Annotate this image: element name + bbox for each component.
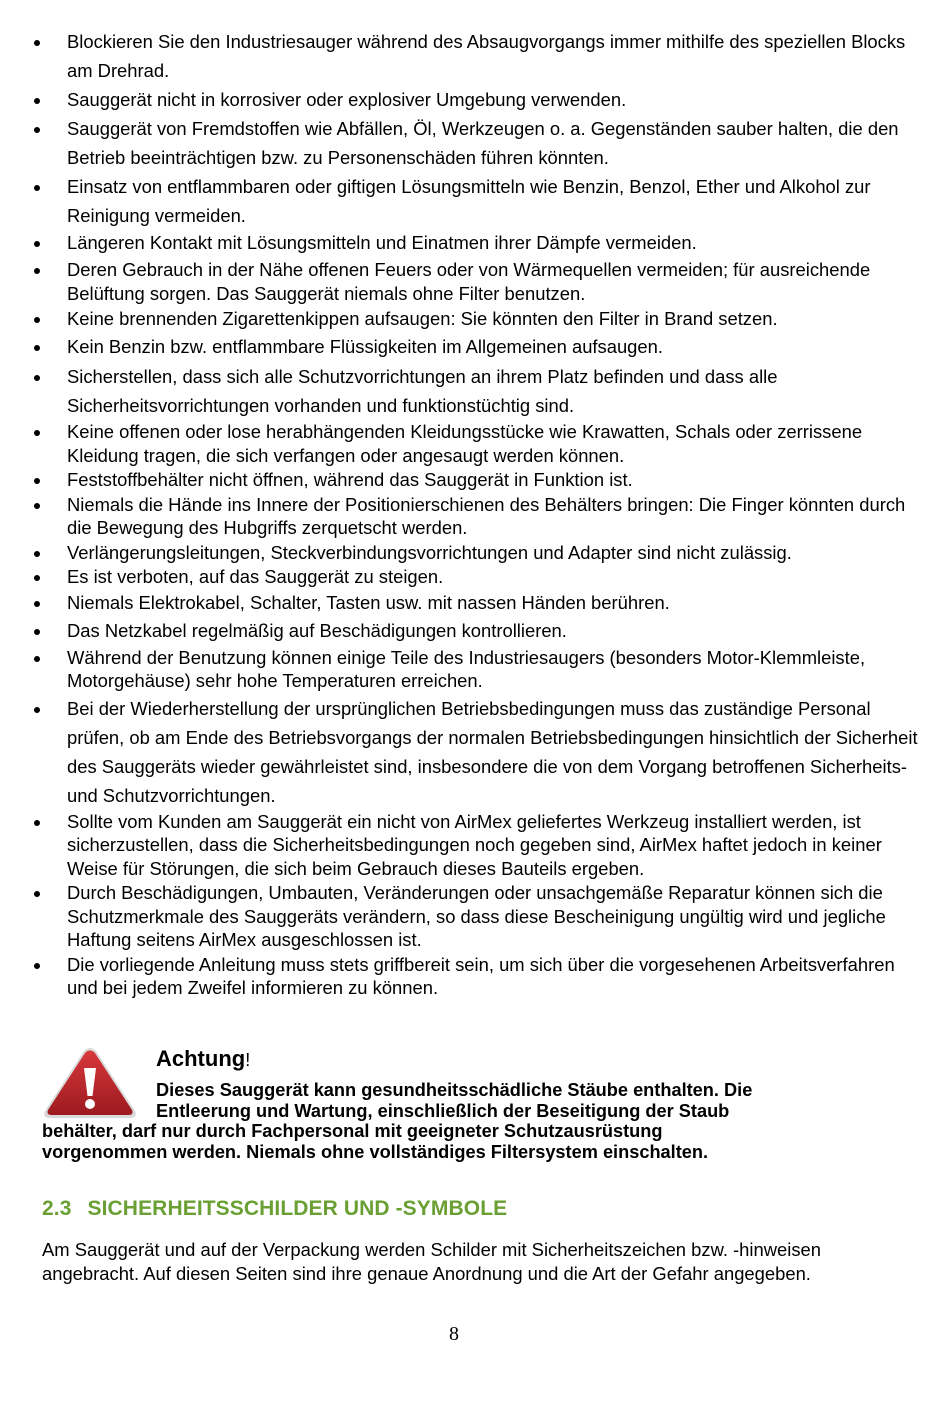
list-item [30,646,925,693]
list-item [30,334,925,359]
bullet-icon [34,40,40,46]
list-item-text: Blockieren Sie den Industriesauger während des Absaugvorgangs immer mithilfe des speziellen Blocks am Drehrad. [67,31,906,81]
list-item [30,172,925,230]
list-item [30,953,925,1000]
list-item [30,420,925,467]
bullet-icon [34,707,40,713]
list-item [30,493,925,540]
warning-line: Entleerung und Wartung, einschließlich der Beseitigung der Staub [156,1100,730,1121]
list-item-text: Es ist verboten, auf das Sauggerät zu steigen. [67,566,444,587]
bullet-icon [34,601,40,607]
list-item [30,468,925,492]
bullet-icon [34,891,40,897]
page-number: 8 [449,1323,459,1345]
bullet-icon [34,127,40,133]
list-item-text: Durch Beschädigungen, Umbauten, Veränderungen oder unsachgemäße Reparatur können sich die Schutzmerkmale des Sauggeräts verändern, so dass diese Bescheinigung ungültig wird und jegliche Haftung seitens AirMex ausgeschlossen ist. [67,882,886,950]
list-item-text: Das Netzkabel regelmäßig auf Beschädigungen kontrollieren. [67,619,567,641]
list-item [30,565,925,589]
bullet-icon [34,629,40,635]
list-item [30,541,925,565]
bullet-icon [34,503,40,509]
list-item-text: Feststoffbehälter nicht öffnen, während das Sauggerät in Funktion ist. [67,469,633,490]
list-item-text: Bei der Wiederherstellung der ursprünglichen Betriebsbedingungen muss das zuständige Personal prüfen, ob am Ende des Betriebsvorgangs der normalen Betriebsbedingungen hinsichtlich der Sicherheit des Sauggeräts wieder gewährleistet sind, insbesondere die von dem Vorgang betroffenen Sicherheits- und Schutzvorrichtungen. [67,697,918,806]
list-item [30,694,925,810]
section-heading [42,1197,507,1221]
list-item-text: Während der Benutzung können einige Teile des Industriesaugers (besonders Motor-Klemmleiste, Motorgehäuse) sehr hohe Temperaturen erreichen. [67,646,866,691]
bullet-icon [34,317,40,323]
list-item [30,810,925,881]
list-item-text: Sollte vom Kunden am Sauggerät ein nicht von AirMex geliefertes Werkzeug installiert werden, ist sicherzustellen, dass die Sicherheitsbedingungen noch gegeben sind, AirMex haftet jedoch in keiner Weise für Störungen, die sich beim Gebrauch dieses Bauteils ergeben. [67,810,882,879]
warning-text [42,1080,902,1162]
list-item [30,27,925,85]
section-number: 2.3 [42,1197,72,1220]
list-item-text: Deren Gebrauch in der Nähe offenen Feuers oder von Wärmequellen vermeiden; für ausreichende Belüftung sorgen. Das Sauggerät niemals ohne Filter benutzen. [67,259,871,304]
list-item-text: Sauggerät von Fremdstoffen wie Abfällen, Öl, Werkzeugen o. a. Gegenständen sauber halten, die den Betrieb beeinträchtigen bzw. zu Personenschäden führen könnten. [67,118,899,168]
bullet-icon [34,430,40,436]
bullet-icon [34,345,40,351]
warning-line: vorgenommen werden. Niemals ohne vollständiges Filtersystem einschalten. [42,1141,709,1162]
bullet-icon [34,98,40,104]
safety-instructions-list [30,27,925,1001]
warning-heading-text: Achtung [156,1046,246,1071]
bullet-icon [34,375,40,381]
warning-line: behälter, darf nur durch Fachpersonal mit geeigneter Schutzausrüstung [42,1121,663,1141]
bullet-icon [34,820,40,826]
list-item-text: Niemals die Hände ins Innere der Positionierschienen des Behälters bringen: Die Finger könnten durch die Bewegung des Hubgriffs zerquetscht werden. [67,493,906,538]
bullet-icon [34,241,40,247]
section-title: SICHERHEITSSCHILDER UND -SYMBOLE [87,1197,508,1220]
list-item [30,114,925,172]
list-item [30,618,925,643]
list-item [30,306,925,331]
list-item [30,881,925,952]
bullet-icon [34,478,40,484]
bullet-icon [34,575,40,581]
list-item-text: Keine offenen oder lose herabhängenden Kleidungsstücke wie Krawatten, Schals oder zerrissene Kleidung tragen, die sich verfangen oder angesaugt werden können. [67,421,863,466]
bullet-icon [34,656,40,662]
list-item-text: Verlängerungsleitungen, Steckverbindungsvorrichtungen und Adapter sind nicht zulässig. [67,541,792,563]
bullet-icon [34,268,40,274]
list-item-text: Kein Benzin bzw. entflammbare Flüssigkeiten im Allgemeinen aufsaugen. [67,336,663,357]
bullet-icon [34,551,40,557]
warning-line: Dieses Sauggerät kann gesundheitsschädliche Stäube enthalten. Die [156,1080,753,1100]
list-item-text: Niemals Elektrokabel, Schalter, Tasten usw. mit nassen Händen berühren. [67,591,670,613]
warning-heading [156,1046,250,1073]
list-item-text: Einsatz von entflammbaren oder giftigen Lösungsmitteln wie Benzin, Benzol, Ether und Alkohol zur Reinigung vermeiden. [67,176,871,226]
section-body: Am Sauggerät und auf der Verpackung werden Schilder mit Sicherheitszeichen bzw. -hinweisen angebracht. Auf diesen Seiten sind ihre genaue Anordnung und die Art der Gefahr angegeben. [42,1239,821,1284]
bullet-icon [34,185,40,191]
list-item [30,85,925,114]
list-item-text: Längeren Kontakt mit Lösungsmitteln und Einatmen ihrer Dämpfe vermeiden. [67,232,697,253]
warning-heading-suffix: ! [245,1050,251,1070]
list-item [30,590,925,615]
list-item [30,362,925,420]
list-item [30,258,925,305]
list-item-text: Keine brennenden Zigarettenkippen aufsaugen: Sie könnten den Filter in Brand setzen. [67,308,778,329]
list-item-text: Sauggerät nicht in korrosiver oder explosiver Umgebung verwenden. [67,89,627,110]
list-item-text: Sicherstellen, dass sich alle Schutzvorrichtungen an ihrem Platz befinden und dass alle Sicherheitsvorrichtungen vorhanden und funktionstüchtig sind. [67,366,778,416]
bullet-icon [34,963,40,969]
list-item [30,230,925,255]
list-item-text: Die vorliegende Anleitung muss stets griffbereit sein, um sich über die vorgesehenen Arbeitsverfahren und bei jedem Zweifel informieren zu können. [67,953,895,998]
